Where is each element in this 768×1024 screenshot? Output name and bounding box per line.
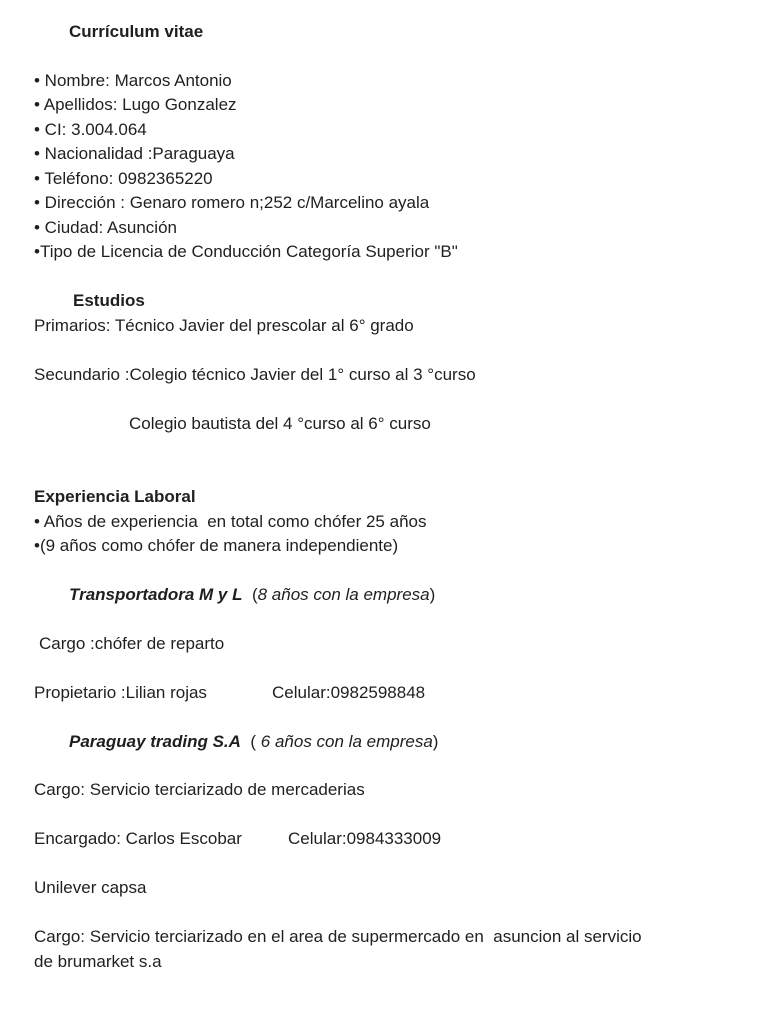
job2-phone: Celular:0984333009 xyxy=(288,829,442,848)
personal-nationality: • Nacionalidad :Paraguaya xyxy=(34,144,235,163)
experience-total: • Años de experiencia en total como chófer 25 años xyxy=(34,512,427,531)
job1-phone: Celular:0982598848 xyxy=(272,683,426,702)
studies-primary: Primarios: Técnico Javier del prescolar al 6° grado xyxy=(34,316,414,335)
personal-license: •Tipo de Licencia de Conducción Categoría Superior "B" xyxy=(34,242,458,261)
studies-heading: Estudios xyxy=(73,291,145,310)
job2-contact: Encargado: Carlos Escobar xyxy=(34,829,242,848)
experience-independent: •(9 años como chófer de manera independiente) xyxy=(34,536,399,555)
job1-cargo: Cargo :chófer de reparto xyxy=(39,634,225,653)
job2-paren-open: ( xyxy=(240,732,261,751)
job1-company: Transportadora M y L xyxy=(69,585,243,604)
page-title: Currículum vitae xyxy=(69,22,204,41)
personal-surname: • Apellidos: Lugo Gonzalez xyxy=(34,95,237,114)
job1-header xyxy=(69,584,435,606)
job2-paren-close: ) xyxy=(432,732,439,751)
job1-paren-close: ) xyxy=(429,585,436,604)
personal-phone: • Teléfono: 0982365220 xyxy=(34,169,213,188)
studies-secondary: Secundario :Colegio técnico Javier del 1° curso al 3 °curso xyxy=(34,365,476,384)
job3-cargo-line2: de brumarket s.a xyxy=(34,952,162,971)
personal-city: • Ciudad: Asunción xyxy=(34,218,177,237)
job2-company: Paraguay trading S.A xyxy=(69,732,241,751)
experience-heading: Experiencia Laboral xyxy=(34,487,196,506)
job1-duration: 8 años con la empresa xyxy=(257,585,430,604)
personal-name: • Nombre: Marcos Antonio xyxy=(34,71,232,90)
personal-address: • Dirección : Genaro romero n;252 c/Marcelino ayala xyxy=(34,193,430,212)
job2-duration: 6 años con la empresa xyxy=(260,732,433,751)
job3-cargo-line1: Cargo: Servicio terciarizado en el area de supermercado en asuncion al servicio xyxy=(34,927,642,946)
personal-ci: • CI: 3.004.064 xyxy=(34,120,147,139)
job2-cargo: Cargo: Servicio terciarizado de mercaderias xyxy=(34,780,365,799)
job2-header xyxy=(69,731,438,753)
job1-paren-open: ( xyxy=(242,585,258,604)
studies-secondary-cont: Colegio bautista del 4 °curso al 6° curso xyxy=(129,414,431,433)
job1-contact: Propietario :Lilian rojas xyxy=(34,683,207,702)
job3-company: Unilever capsa xyxy=(34,878,147,897)
